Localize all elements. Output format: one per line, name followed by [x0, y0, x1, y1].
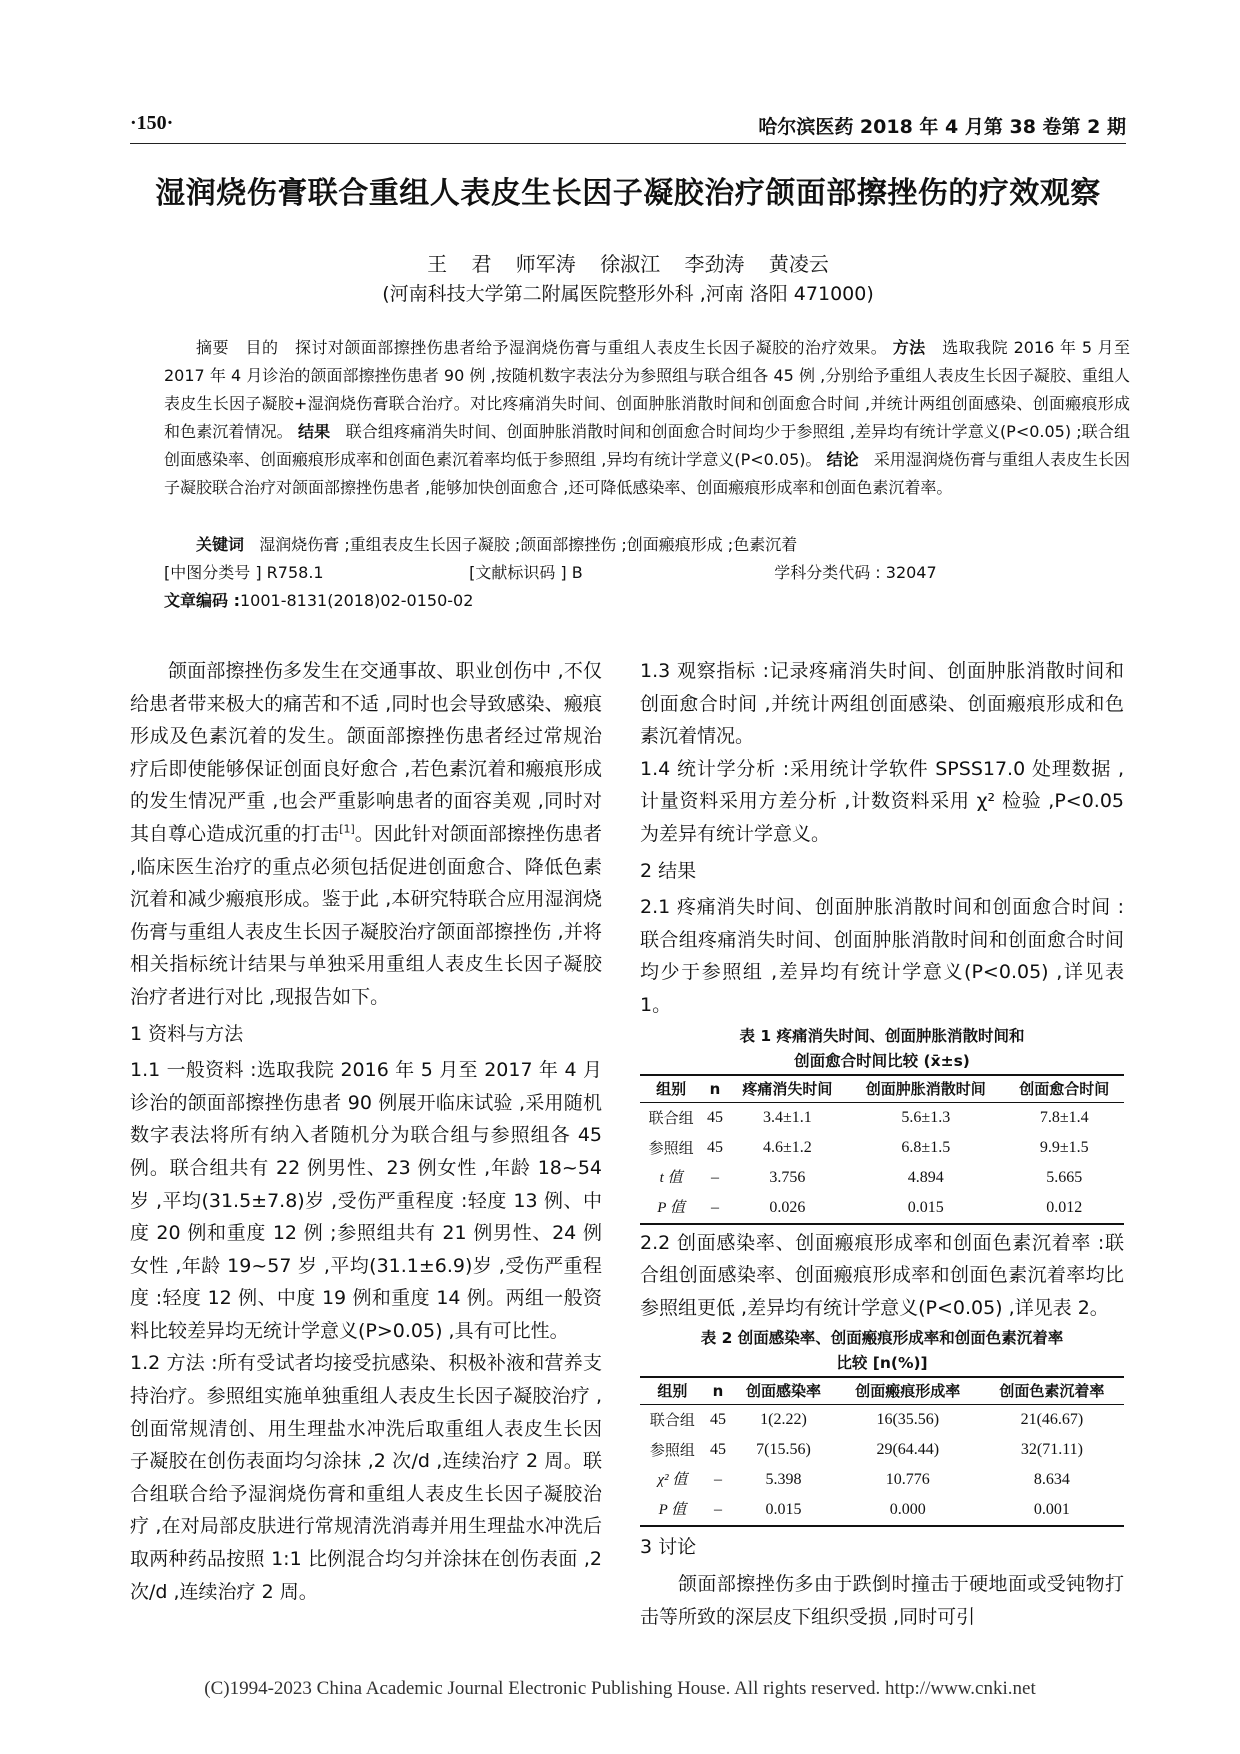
table-header-cell: 创面感染率	[731, 1377, 835, 1405]
intro-text-b: 。因此针对颌面部擦挫伤患者 ,临床医生治疗的重点必须包括促进创面愈合、降低色素沉着和减少瘢痕形成。鉴于此 ,本研究特联合应用湿润烧伤膏与重组人表皮生长因子凝胶治疗颌面部擦挫伤 ,并将相关指标统计结果与单独采用重组人表皮生长因子凝胶治疗者进行对比 ,现报告如下。	[130, 822, 602, 1008]
table-cell: 45	[706, 1108, 723, 1126]
article-number-label: 文章编码 :	[164, 591, 240, 610]
table-cell: χ² 值	[657, 1472, 688, 1489]
section-2-1: 2.1 疼痛消失时间、创面肿胀消散时间和创面愈合时间 :联合组疼痛消失时间、创面肿胀消散时间和创面愈合时间均少于参照组 ,差异均有统计学意义(P<0.05) ,详见表 1。	[640, 896, 1124, 1016]
keywords	[164, 531, 1130, 559]
objective-text: 探讨对颌面部擦挫伤患者给予湿润烧伤膏与重组人表皮生长因子凝胶的治疗效果。	[295, 338, 888, 357]
section-1-heading: 1 资料与方法	[130, 1022, 244, 1045]
doc-code: B	[571, 563, 583, 582]
table-2-caption-line-2: 比较 [n(%)]	[836, 1354, 928, 1373]
citation-ref[interactable]: [1]	[339, 822, 355, 836]
table-2-header-row	[640, 1377, 1124, 1405]
subject-code: 32047	[885, 563, 937, 582]
section-2-heading: 2 结果	[640, 859, 697, 882]
table-1-caption-line-1: 表 1 疼痛消失时间、创面肿胀消散时间和	[739, 1026, 1025, 1045]
table-header-cell: 组别	[640, 1377, 705, 1405]
table-header-cell: n	[702, 1075, 727, 1103]
table-cell: 16(35.56)	[876, 1411, 940, 1429]
table-cell: 联合组	[649, 1411, 695, 1430]
table-header-cell: 疼痛消失时间	[728, 1075, 847, 1103]
section-1-1: 1.1 一般资料 :选取我院 2016 年 5 月至 2017 年 4 月诊治的颌面部擦挫伤患者 90 例展开临床试验 ,采用随机数字表法将所有纳入者随机分为联合组与参照组各 45 例。联合组共有 22 例男性、23 例女性 ,年龄 18~54 岁 ,平均(31.5±7.8)岁 ,受伤严重程度 :轻度 13 例、中度 20 例和重度 12 例 ;参照组共有 21 例男性、24 例女性 ,年龄 19~57 岁 ,平均(31.1±6.9)岁 ,受伤严重程度 :轻度 12 例、中度 19 例和重度 14 例。两组一般资料比较差异均无统计学意义(P>0.05) ,具有可比性。	[130, 1059, 602, 1342]
doc-code-label: [文献标识码 ]	[469, 563, 567, 582]
table-cell: 6.8±1.5	[901, 1138, 951, 1156]
table-cell: 3.4±1.1	[762, 1108, 812, 1126]
table-cell: 8.634	[1033, 1471, 1070, 1489]
table-header-cell: 创面肿胀消散时间	[847, 1075, 1005, 1103]
table-cell: 0.015	[731, 1495, 835, 1526]
intro-paragraph	[130, 655, 602, 1014]
table-cell: 5.6±1.3	[901, 1108, 951, 1126]
clc-code: R758.1	[266, 563, 324, 582]
header-rule	[130, 143, 1126, 144]
table-cell: 0.026	[728, 1193, 847, 1224]
table-cell: 0.015	[847, 1193, 1005, 1224]
journal-header: 哈尔滨医药 2018 年 4 月第 38 卷第 2 期	[758, 116, 1126, 138]
clc-label: [中图分类号 ]	[164, 563, 262, 582]
table-cell: 0.001	[980, 1495, 1124, 1526]
table-row	[640, 1163, 1124, 1193]
table-cell: 联合组	[648, 1108, 694, 1127]
table-cell: 5.665	[1046, 1168, 1083, 1186]
table-cell: 参照组	[648, 1138, 694, 1157]
table-header-cell: n	[705, 1377, 731, 1405]
table-cell: –	[705, 1495, 731, 1526]
table-row	[640, 1435, 1124, 1465]
table-cell: 10.776	[885, 1471, 930, 1489]
section-3-text: 颌面部擦挫伤多由于跌倒时撞击于硬地面或受钝物打击等所致的深层皮下组织受损 ,同时可引	[640, 1572, 1124, 1628]
methods-text: 选取我院 2016 年 5 月至 2017 年 4 月诊治的颌面部擦挫伤患者 90 例 ,按随机数字表法分为参照组与联合组各 45 例 ,分别给予重组人表皮生长因子凝胶、重组人表皮生长因子凝胶+湿润烧伤膏联合治疗。对比疼痛消失时间、创面肿胀消散时间和创面愈合时间 ,并统计两组创面感染、创面瘢痕形成和色素沉着情况。	[164, 338, 1130, 441]
table-cell: –	[702, 1193, 727, 1224]
table-cell: 参照组	[649, 1441, 695, 1460]
table-cell: –	[714, 1471, 723, 1489]
affiliation: (河南科技大学第二附属医院整形外科 ,河南 洛阳 471000)	[382, 283, 874, 305]
table-1	[640, 1074, 1124, 1225]
section-1-4: 1.4 统计学分析 :采用统计学软件 SPSS17.0 处理数据 ,计量资料采用方差分析 ,计数资料采用 χ² 检验 ,P<0.05 为差异有统计学意义。	[640, 757, 1124, 845]
table-cell: 32(71.11)	[1020, 1441, 1083, 1459]
author-list: 王 君 师军涛 徐淑江 李劲涛 黄凌云	[427, 252, 829, 276]
table-cell: 0.012	[1005, 1193, 1124, 1224]
table-header-cell: 组别	[640, 1075, 702, 1103]
table-row	[640, 1102, 1124, 1133]
table-header-cell: 创面瘢痕形成率	[836, 1377, 980, 1405]
table-cell: 29(64.44)	[876, 1441, 940, 1459]
table-cell: 21(46.67)	[1020, 1411, 1084, 1429]
abstract-label: 摘要	[196, 338, 229, 357]
table-2-caption-line-1: 表 2 创面感染率、创面瘢痕形成率和创面色素沉着率	[700, 1329, 1064, 1348]
table-row	[640, 1465, 1124, 1495]
table-header-cell: 创面色素沉着率	[980, 1377, 1124, 1405]
table-cell: 3.756	[769, 1168, 806, 1186]
keywords-text: 湿润烧伤膏 ;重组表皮生长因子凝胶 ;颌面部擦挫伤 ;创面瘢痕形成 ;色素沉着	[259, 535, 798, 554]
table-2	[640, 1376, 1124, 1527]
page-number: ·150·	[130, 112, 174, 134]
article-number	[164, 587, 473, 615]
table-cell: 4.894	[907, 1168, 944, 1186]
table-header-cell: 创面愈合时间	[1005, 1075, 1124, 1103]
table-cell: 45	[710, 1441, 727, 1459]
methods-label: 方法	[892, 338, 926, 357]
conclusion-text: 采用湿润烧伤膏与重组人表皮生长因子凝胶联合治疗对颌面部擦挫伤患者 ,能够加快创面愈合 ,还可降低感染率、创面瘢痕形成率和创面色素沉着率。	[164, 450, 1130, 497]
table-cell: –	[710, 1168, 719, 1186]
table-cell: 1(2.22)	[760, 1411, 807, 1429]
section-3-heading: 3 讨论	[640, 1536, 697, 1559]
copyright-footer: (C)1994-2023 China Academic Journal Electronic Publishing House. All rights reserved. http://www.cnki.net	[204, 1678, 1036, 1699]
table-cell: P 值	[640, 1495, 705, 1526]
subject-code-label: 学科分类代码 :	[774, 563, 881, 582]
section-1-2: 1.2 方法 :所有受试者均接受抗感染、积极补液和营养支持治疗。参照组实施单独重组人表皮生长因子凝胶治疗 ,创面常规清创、用生理盐水冲洗后取重组人表皮生长因子凝胶在创伤表面均匀涂抹 ,2 次/d ,连续治疗 2 周。联合组联合给予湿润烧伤膏和重组人表皮生长因子凝胶治疗 ,在对局部皮肤进行常规清洗消毒并用生理盐水冲洗后取两种药品按照 1:1 比例混合均匀并涂抹在创伤表面 ,2 次/d ,连续治疗 2 周。	[130, 1352, 602, 1603]
table-1-caption	[640, 1024, 1124, 1074]
objective-label: 目的	[245, 338, 279, 357]
conclusion-label: 结论	[826, 450, 859, 469]
results-label: 结果	[297, 422, 331, 441]
left-column	[130, 655, 602, 1608]
table-row	[640, 1193, 1124, 1224]
results-text: 联合组疼痛消失时间、创面肿胀消散时间和创面愈合时间均少于参照组 ,差异均有统计学意义(P<0.05) ;联合组创面感染率、创面瘢痕形成率和创面色素沉着率均低于参照组 ,异均有统计学意义(P<0.05)。	[164, 422, 1130, 469]
table-cell: 9.9±1.5	[1039, 1138, 1089, 1156]
table-cell: 0.000	[836, 1495, 980, 1526]
table-row	[640, 1495, 1124, 1526]
article-number-value: 1001-8131(2018)02-0150-02	[239, 591, 474, 610]
section-1-3: 1.3 观察指标 :记录疼痛消失时间、创面肿胀消散时间和创面愈合时间 ,并统计两组创面感染、创面瘢痕形成和色素沉着情况。	[640, 660, 1124, 748]
table-cell: 7(15.56)	[756, 1441, 811, 1459]
article-title: 湿润烧伤膏联合重组人表皮生长因子凝胶治疗颌面部擦挫伤的疗效观察	[155, 176, 1101, 211]
section-2-2: 2.2 创面感染率、创面瘢痕形成率和创面色素沉着率 :联合组创面感染率、创面瘢痕形成率和创面色素沉着率均比参照组更低 ,差异均有统计学意义(P<0.05) ,详见表 2。	[640, 1231, 1124, 1319]
table-cell: 45	[706, 1138, 723, 1156]
intro-text-a: 颌面部擦挫伤多发生在交通事故、职业创伤中 ,不仅给患者带来极大的痛苦和不适 ,同时也会导致感染、瘢痕形成及色素沉着的发生。颌面部擦挫伤患者经过常规治疗后即使能够保证创面良好愈合 ,若色素沉着和瘢痕形成的发生情况严重 ,也会严重影响患者的面容美观 ,同时对其自尊心造成沉重的打击	[130, 660, 602, 845]
table-cell: 45	[710, 1411, 727, 1429]
table-cell: 5.398	[765, 1471, 802, 1489]
table-row	[640, 1405, 1124, 1436]
classification-line	[164, 559, 1130, 587]
table-1-header-row	[640, 1075, 1124, 1103]
table-1-caption-line-2: 创面愈合时间比较 (x̄±s)	[794, 1051, 970, 1070]
keywords-label: 关键词	[196, 535, 245, 554]
right-column	[640, 655, 1124, 1633]
table-2-caption	[640, 1326, 1124, 1376]
table-cell: t 值	[659, 1169, 683, 1186]
table-cell: 4.6±1.2	[762, 1138, 812, 1156]
table-row	[640, 1133, 1124, 1163]
table-cell: 7.8±1.4	[1039, 1108, 1089, 1126]
table-cell: P 值	[640, 1193, 702, 1224]
abstract	[164, 334, 1130, 502]
